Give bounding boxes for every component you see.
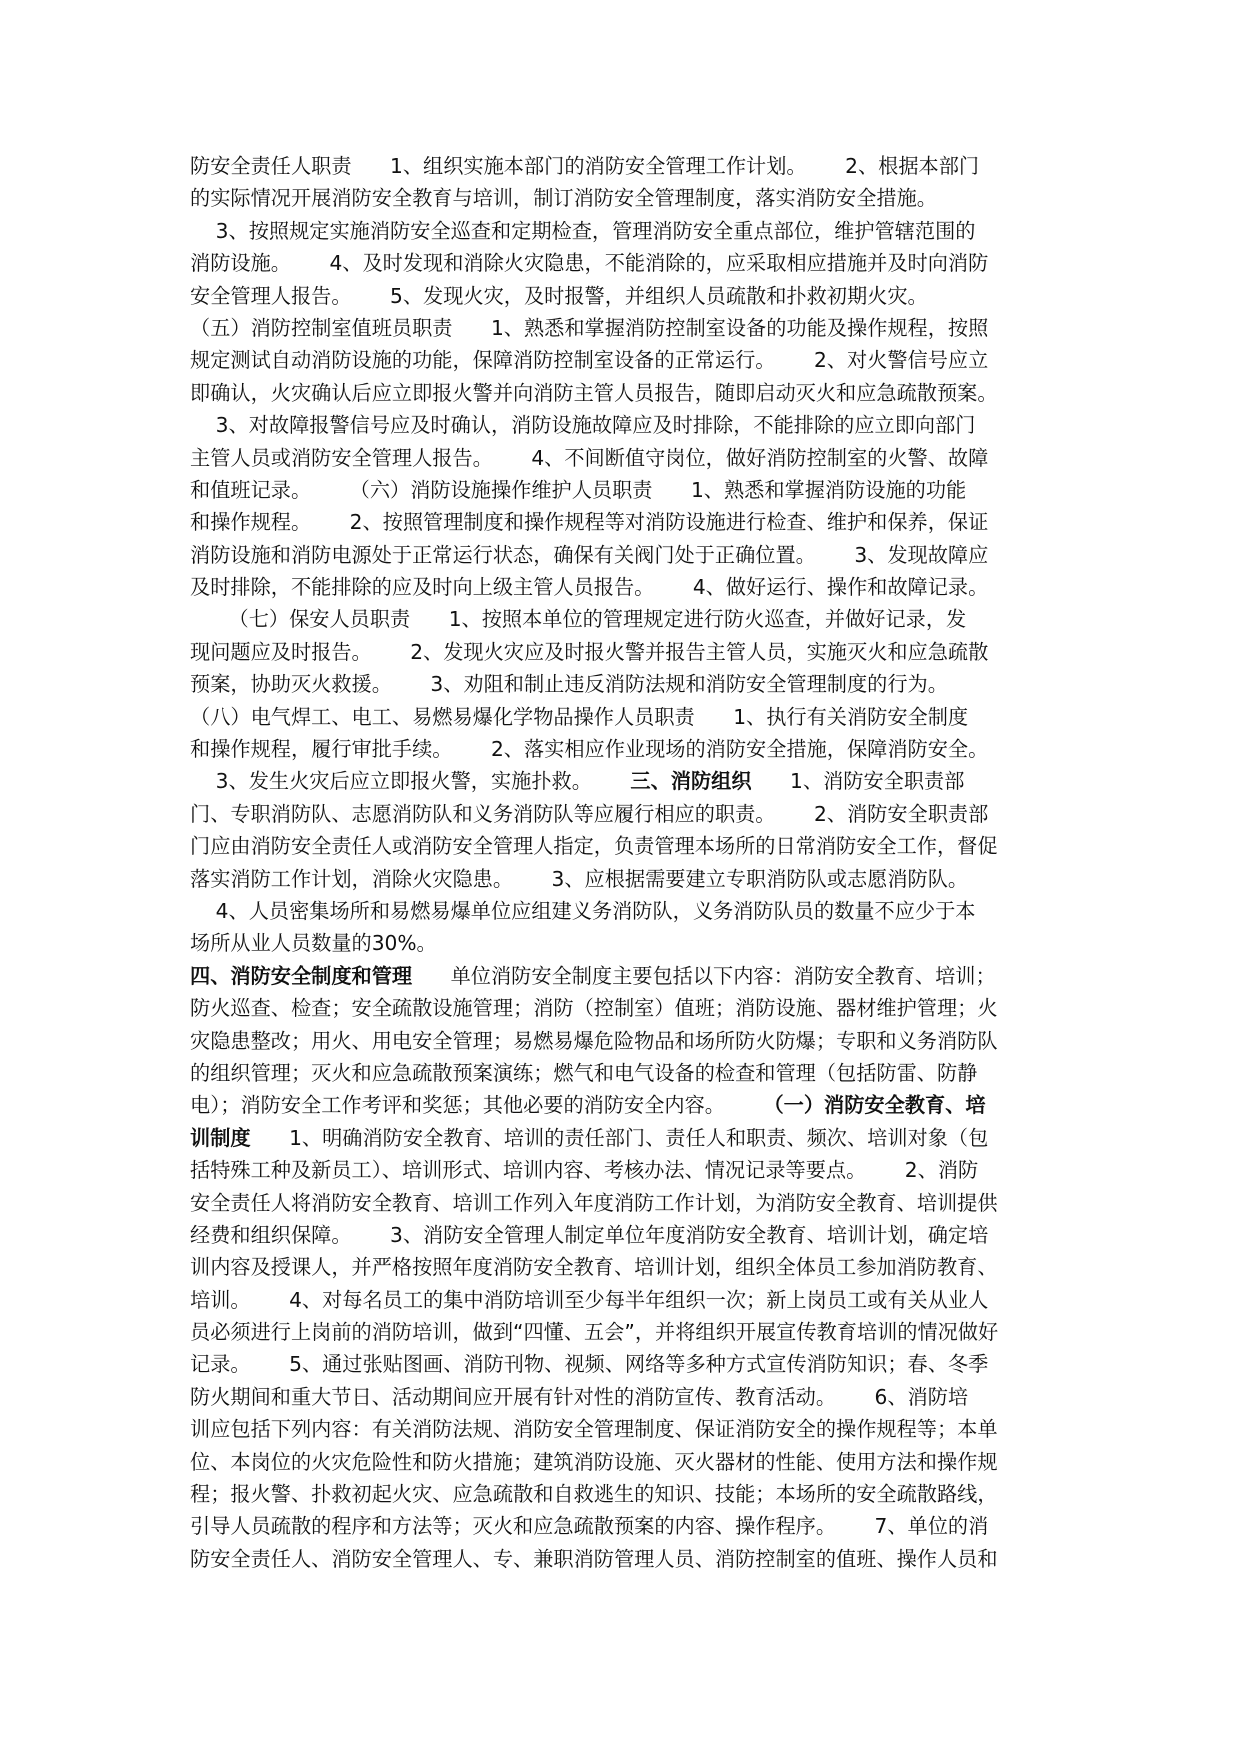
- body-text: 程；报火警、扑救初起火灾、应急疏散和自救逃生的知识、技能；本场所的安全疏散路线，: [190, 1482, 998, 1507]
- text-line: [190, 539, 1058, 571]
- body-text: 经费和组织保障。 3、消防安全管理人制定单位年度消防安全教育、培训计划，确定培: [190, 1222, 989, 1247]
- text-line: [190, 603, 1058, 635]
- text-line: [190, 1122, 1058, 1154]
- body-text: 防安全责任人、消防安全管理人、专、兼职消防管理人员、消防控制室的值班、操作人员和: [190, 1546, 998, 1571]
- body-text: 安全管理人报告。 5、发现火灾，及时报警，并组织人员疏散和扑救初期火灾。: [190, 283, 928, 308]
- text-line: [190, 1413, 1058, 1445]
- text-line: [190, 280, 1058, 312]
- text-line: [190, 733, 1058, 765]
- body-text: （五）消防控制室值班员职责 1、熟悉和掌握消防控制室设备的功能及操作规程，按照: [190, 315, 989, 340]
- text-line: [190, 992, 1058, 1024]
- text-line: [190, 863, 1058, 895]
- bold-heading-text: 三、消防组织: [630, 769, 752, 794]
- text-line: [190, 960, 1058, 992]
- body-text: 防安全责任人职责 1、组织实施本部门的消防安全管理工作计划。 2、根据本部门: [190, 154, 980, 178]
- text-line: [190, 1446, 1058, 1478]
- body-text: 单位消防安全制度主要包括以下内容：消防安全教育、培训；: [412, 963, 996, 988]
- text-line: [190, 344, 1058, 376]
- body-text: 的实际情况开展消防安全教育与培训，制订消防安全管理制度，落实消防安全措施。: [190, 186, 937, 211]
- text-line: [190, 1316, 1058, 1348]
- body-text: 消防设施。 4、及时发现和消除火灾隐患，不能消除的，应采取相应措施并及时向消防: [190, 251, 989, 276]
- body-text: 1、消防安全职责部: [751, 769, 965, 794]
- body-text: （八）电气焊工、电工、易燃易爆化学物品操作人员职责 1、执行有关消防安全制度: [190, 704, 969, 729]
- text-line: [190, 1478, 1058, 1510]
- text-line: [190, 1187, 1058, 1219]
- body-text: 和操作规程，履行审批手续。 2、落实相应作业现场的消防安全措施，保障消防安全。: [190, 737, 989, 762]
- text-line: [190, 1381, 1058, 1413]
- body-text: 训内容及授课人，并严格按照年度消防安全教育、培训计划，组织全体员工参加消防教育、: [190, 1255, 998, 1280]
- text-line: [190, 215, 1058, 247]
- body-text: 规定测试自动消防设施的功能，保障消防控制室设备的正常运行。 2、对火警信号应立: [190, 348, 989, 373]
- text-line: [190, 571, 1058, 603]
- body-text: 4、人员密集场所和易燃易爆单位应组建义务消防队，义务消防队员的数量不应少于本: [190, 898, 976, 923]
- body-text: 3、发生火灾后应立即报火警，实施扑救。: [190, 769, 631, 794]
- body-text: 位、本岗位的火灾危险性和防火措施；建筑消防设施、灭火器材的性能、使用方法和操作规: [190, 1449, 998, 1474]
- text-line: [190, 1284, 1058, 1316]
- body-text: 引导人员疏散的程序和方法等；灭火和应急疏散预案的内容、操作程序。 7、单位的消: [190, 1514, 989, 1539]
- body-text: 括特殊工种及新员工）、培训形式、培训内容、考核办法、情况记录等要点。 2、消防: [190, 1158, 979, 1183]
- body-text: 消防设施和消防电源处于正常运行状态，确保有关阀门处于正确位置。 3、发现故障应: [190, 542, 989, 567]
- body-text: 防火期间和重大节日、活动期间应开展有针对性的消防宣传、教育活动。 6、消防培: [190, 1384, 969, 1409]
- text-line: [190, 312, 1058, 344]
- body-text: 培训。 4、对每名员工的集中消防培训至少每半年组织一次；新上岗员工或有关从业人: [190, 1287, 989, 1312]
- body-text: 记录。 5、通过张贴图画、消防刊物、视频、网络等多种方式宣传消防知识；春、冬季: [190, 1352, 989, 1377]
- body-text: 灾隐患整改；用火、用电安全管理；易燃易爆危险物品和场所防火防爆；专职和义务消防队: [190, 1028, 998, 1053]
- text-line: [190, 927, 1058, 959]
- body-text: 落实消防工作计划，消除火灾隐患。 3、应根据需要建立专职消防队或志愿消防队。: [190, 866, 969, 891]
- body-text: 门应由消防安全责任人或消防安全管理人指定，负责管理本场所的日常消防安全工作，督促: [190, 834, 998, 859]
- body-text: 员必须进行上岗前的消防培训，做到“四懂、五会”，并将组织开展宣传教育培训的情况做好: [190, 1320, 999, 1345]
- body-text: 1、明确消防安全教育、培训的责任部门、责任人和职责、频次、培训对象（包: [250, 1125, 989, 1150]
- text-line: [190, 506, 1058, 538]
- text-line: [190, 765, 1058, 797]
- text-line: [190, 1219, 1058, 1251]
- text-line: [190, 895, 1058, 927]
- text-line: [190, 474, 1058, 506]
- body-text: 即确认，火灾确认后应立即报火警并向消防主管人员报告，随即启动灭火和应急疏散预案。: [190, 380, 998, 405]
- text-line: [190, 1543, 1058, 1575]
- document-body-text: [190, 150, 1058, 1575]
- text-line: [190, 1025, 1058, 1057]
- body-text: 训应包括下列内容：有关消防法规、消防安全管理制度、保证消防安全的操作规程等；本单: [190, 1417, 998, 1442]
- body-text: 预案，协助灭火救援。 3、劝阻和制止违反消防法规和消防安全管理制度的行为。: [190, 672, 948, 697]
- text-line: [190, 247, 1058, 279]
- body-text: 3、对故障报警信号应及时确认，消防设施故障应及时排除，不能排除的应立即向部门: [190, 413, 976, 438]
- text-line: [190, 1251, 1058, 1283]
- bold-heading-text: 训制度: [190, 1125, 251, 1150]
- body-text: 现问题应及时报告。 2、发现火灾应及时报火警并报告主管人员，实施灭火和应急疏散: [190, 639, 989, 664]
- bold-heading-text: （一）消防安全教育、培: [763, 1093, 986, 1118]
- body-text: 门、专职消防队、志愿消防队和义务消防队等应履行相应的职责。 2、消防安全职责部: [190, 801, 989, 826]
- bold-heading-text: 四、消防安全制度和管理: [190, 963, 413, 988]
- body-text: 和操作规程。 2、按照管理制度和操作规程等对消防设施进行检查、维护和保养，保证: [190, 510, 989, 535]
- body-text: 电）；消防安全工作考评和奖惩；其他必要的消防安全内容。: [190, 1093, 764, 1118]
- text-line: [190, 1348, 1058, 1380]
- body-text: 的组织管理；灭火和应急疏散预案演练；燃气和电气设备的检查和管理（包括防雷、防静: [190, 1060, 978, 1085]
- body-text: 场所从业人员数量的30%。: [190, 931, 437, 956]
- text-line: [190, 1089, 1058, 1121]
- text-line: [190, 409, 1058, 441]
- body-text: 和值班记录。 （六）消防设施操作维护人员职责 1、熟悉和掌握消防设施的功能: [190, 477, 967, 502]
- body-text: 安全责任人将消防安全教育、培训工作列入年度消防工作计划，为消防安全教育、培训提供: [190, 1190, 998, 1215]
- text-line: [190, 182, 1058, 214]
- text-line: [190, 636, 1058, 668]
- text-line: [190, 150, 1058, 182]
- text-line: [190, 701, 1058, 733]
- text-line: [190, 830, 1058, 862]
- body-text: 主管人员或消防安全管理人报告。 4、不间断值守岗位，做好消防控制室的火警、故障: [190, 445, 989, 470]
- body-text: 3、按照规定实施消防安全巡查和定期检查，管理消防安全重点部位，维护管辖范围的: [190, 218, 976, 243]
- body-text: （七）保安人员职责 1、按照本单位的管理规定进行防火巡查，并做好记录，发: [190, 607, 967, 632]
- text-line: [190, 377, 1058, 409]
- text-line: [190, 1057, 1058, 1089]
- text-line: [190, 798, 1058, 830]
- body-text: 防火巡查、检查；安全疏散设施管理；消防（控制室）值班；消防设施、器材维护管理；火: [190, 996, 998, 1021]
- text-line: [190, 1154, 1058, 1186]
- text-line: [190, 1510, 1058, 1542]
- text-line: [190, 442, 1058, 474]
- body-text: 及时排除，不能排除的应及时向上级主管人员报告。 4、做好运行、操作和故障记录。: [190, 575, 989, 600]
- text-line: [190, 668, 1058, 700]
